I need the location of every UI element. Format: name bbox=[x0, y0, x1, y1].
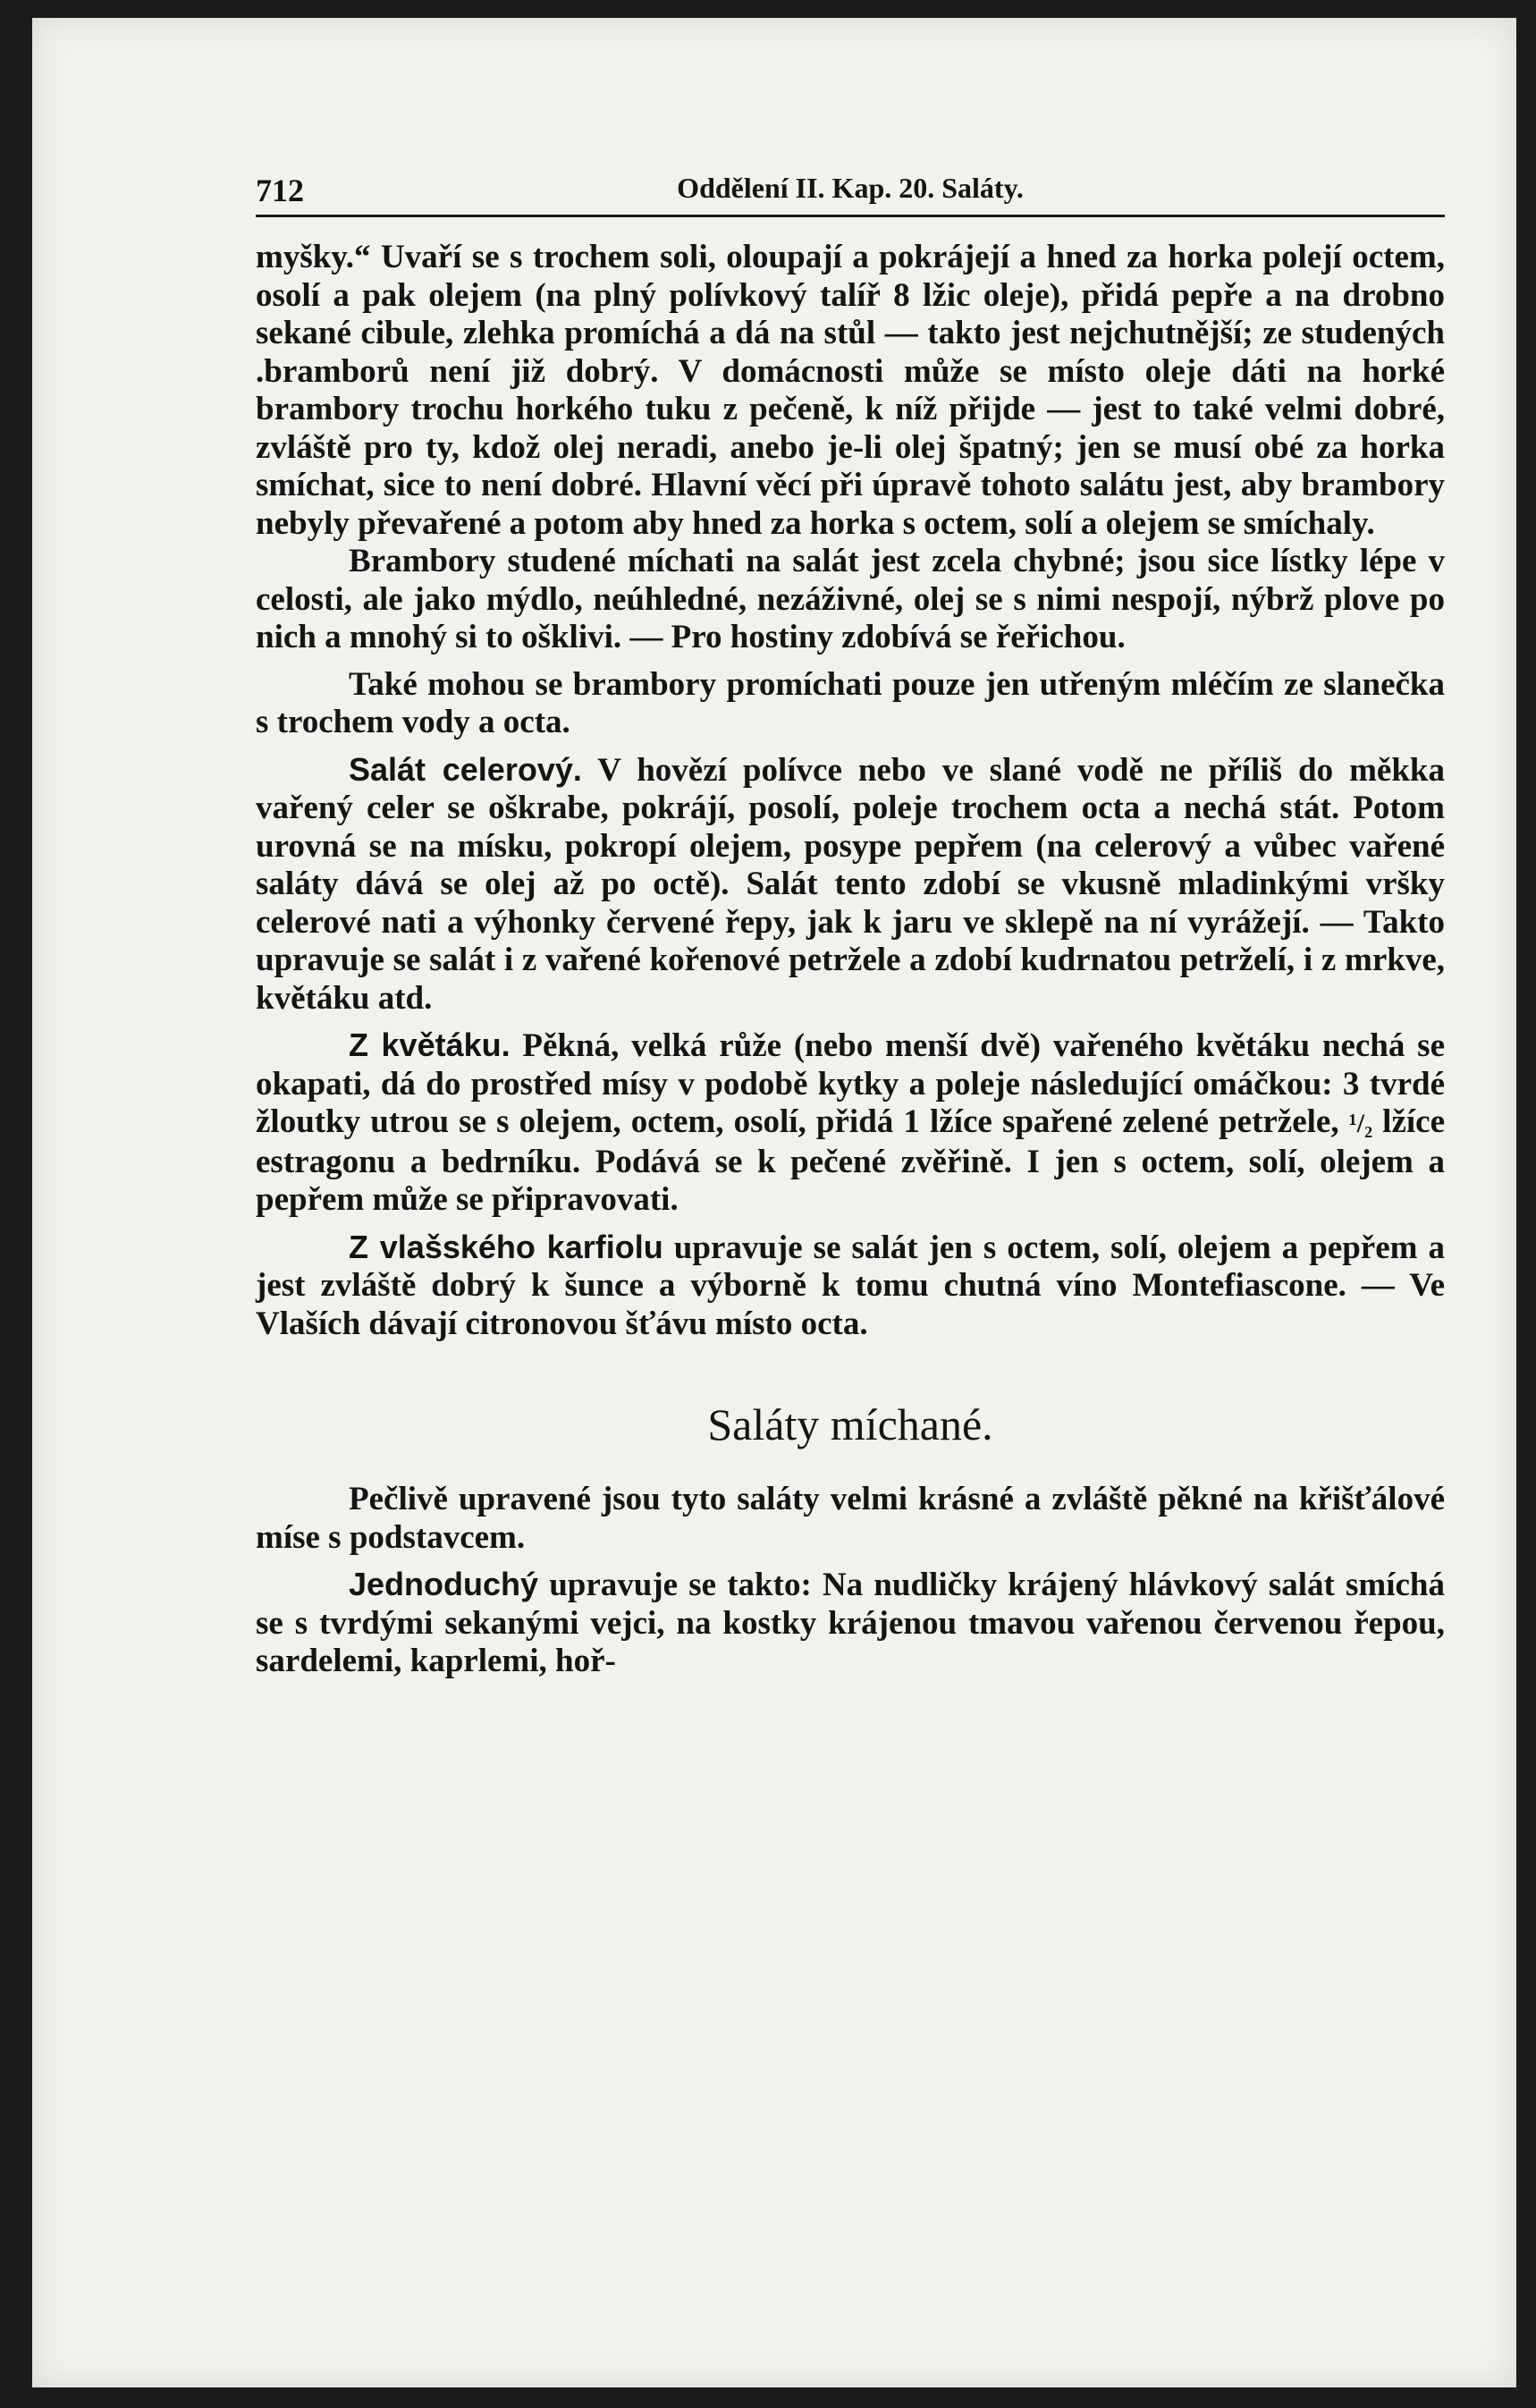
paragraph-simple-mixed-salad bbox=[256, 1566, 1445, 1681]
page-number: 712 bbox=[256, 173, 304, 208]
recipe-text-simple: upravuje se takto: Na nudličky krájený hlávkový salát smíchá se s tvrdými sekanými vejci, na kostky krájenou tmavou vařenou červenou řepou, sardelemi, kaprlemi, hoř- bbox=[256, 1567, 1445, 1679]
section-title: Saláty míchané. bbox=[707, 1399, 993, 1449]
paragraph-cauliflower-salad bbox=[256, 1027, 1445, 1220]
recipe-text-cauliflower-a: Pěkná, velká růže (nebo menší dvě) vařeného květáku nechá se okapati, dá do prostřed mísy v podobě kytky a poleje následující omáčkou: 3 tvrdé žloutky utrou se s olejem, octem, osolí, přidá 1 lžíce spařené zelené petržele, bbox=[256, 1027, 1445, 1140]
paragraph-italian-cauliflower bbox=[256, 1229, 1445, 1344]
paragraph-herring-milt: Také mohou se brambory promíchati pouze jen utřeným mléčím ze slanečka s trochem vody a octa. bbox=[256, 665, 1445, 740]
recipe-heading-italian-cauliflower: Z vlašského karfiolu bbox=[349, 1228, 663, 1265]
paragraph-potato-salad-end: myšky.“ Uvaří se s trochem soli, oloupají a pokrájejí a hned za horka polejí octem, osolí a pak olejem (na plný polívkový talíř 8 lžic oleje), přidá pepře a na drobno sekané cibule, zlehka promíchá a dá na stůl — takto jest nejchutnější; ze studených .bramborů není již dobrý. V domácnosti může se místo oleje dáti na horké brambory trochu horkého tuku z pečeně, k níž přijde — jest to také velmi dobré, zvláště pro ty, kdož olej neradi, anebo je-li olej špatný; jen se musí obé za horka smíchat, sice to není dobré. Hlavní věcí při úpravě tohoto salátu jest, aby brambory nebyly převařené a potom aby hned za horka s octem, solí a olejem se smíchaly. bbox=[256, 239, 1445, 542]
paragraph-mixed-salads-intro: Pečlivě upravené jsou tyto saláty velmi krásné a zvláště pěkné na křišťálové míse s podstavcem. bbox=[256, 1481, 1445, 1556]
recipe-text-celery: V hovězí polívce nebo ve slané vodě ne příliš do měkka vařený celer se oškrabe, pokrájí, posolí, poleje trochem octa a nechá stát. Potom urovná se na mísku, pokropí olejem, posype pepřem (na celerový a vůbec vařené saláty dává se olej až po octě). Salát tento zdobí se vkusně mladinkými vršky celerové nati a výhonky červené řepy, jak k jaru ve sklepě na ní vyrážejí. — Takto upravuje se salát i z vařené kořenové petržele a zdobí kudrnatou petrželí, i z mrkve, květáku atd. bbox=[256, 751, 1445, 1017]
page-header bbox=[256, 161, 1445, 217]
recipe-text-cauliflower-b: lžíce estragonu a bedrníku. Podává se k pečené zvěřině. I jen s octem, solí, olejem a pepřem může se připravovati. bbox=[256, 1103, 1446, 1218]
paragraph-cold-potatoes: Brambory studené míchati na salát jest zcela chybné; jsou sice lístky lépe v celosti, ale jako mýdlo, neúhledné, nezáživné, olej se s nimi nespojí, nýbrž plove po nich a mnohý si to ošklivi. — Pro hostiny zdobívá se řeřichou. bbox=[256, 543, 1445, 655]
recipe-text-italian-cauliflower: upravuje se salát jen s octem, solí, olejem a pepřem a jest zvláště dobrý k šunce a výborně k tomu chutná víno Montefiascone. — Ve Vlaších dávají citronovou šťávu místo octa. bbox=[256, 1229, 1445, 1342]
paragraph-celery-salad bbox=[256, 751, 1445, 1018]
book-page bbox=[32, 18, 1516, 2387]
recipe-heading-celery: Salát celerový. bbox=[349, 750, 582, 788]
fraction-half: ¹/₂ bbox=[1348, 1109, 1373, 1138]
recipe-heading-cauliflower: Z květáku. bbox=[349, 1027, 511, 1063]
recipe-heading-simple: Jednoduchý bbox=[349, 1566, 539, 1602]
running-head: Oddělení II. Kap. 20. Saláty. bbox=[677, 172, 1024, 204]
text-column bbox=[256, 161, 1445, 1681]
